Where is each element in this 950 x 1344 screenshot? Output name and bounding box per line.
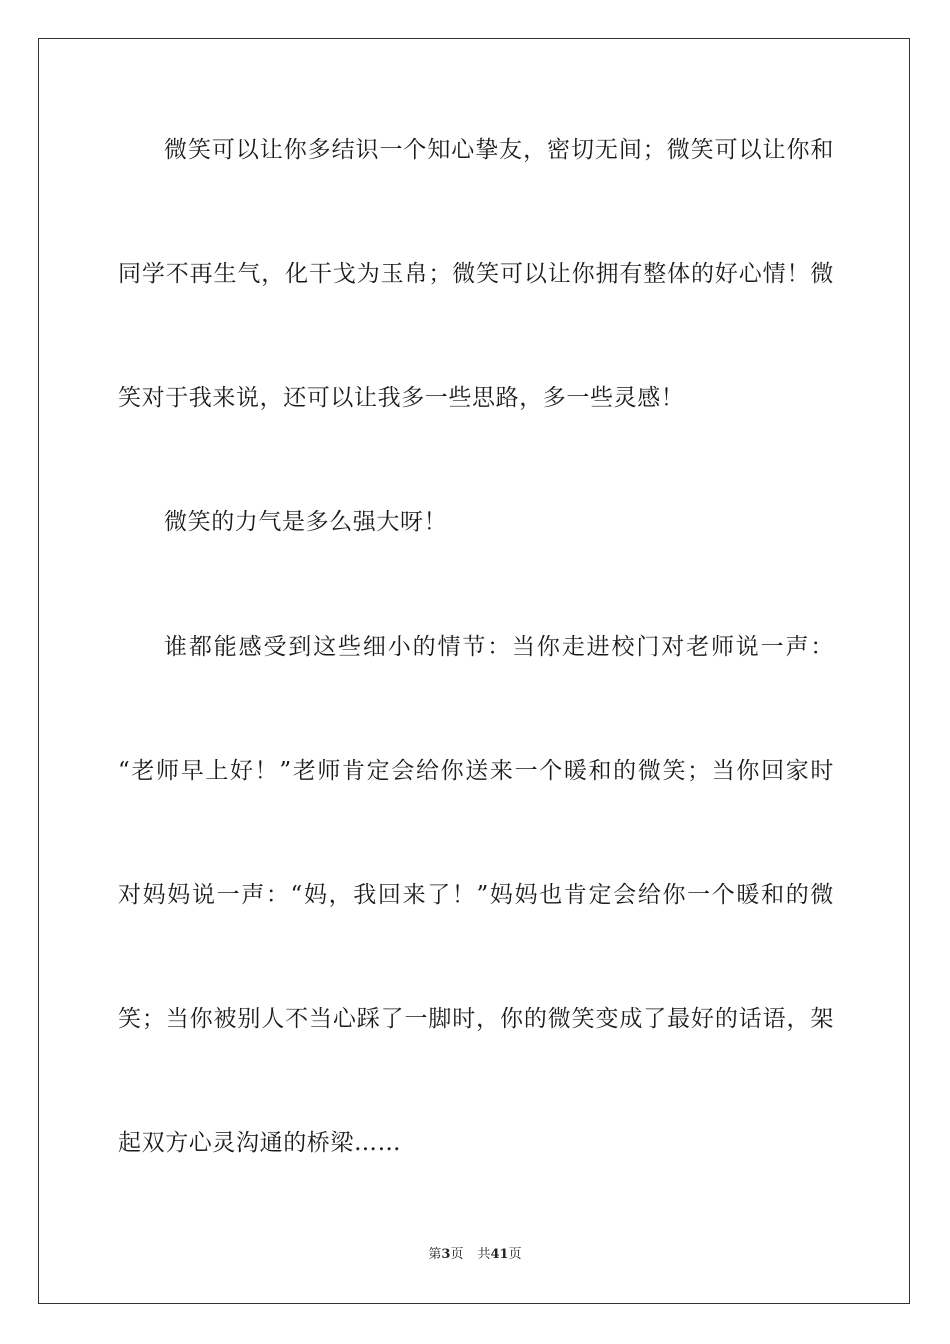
text-line: “老师早上好！”老师肯定会给你送来一个暖和的微笑；当你回家时 xyxy=(118,758,834,784)
page-border xyxy=(38,38,910,1304)
text-line: 笑；当你被别人不当心踩了一脚时，你的微笑变成了最好的话语，架 xyxy=(118,1006,834,1032)
text-line: 笑对于我来说，还可以让我多一些思路，多一些灵感！ xyxy=(118,385,685,411)
text-line: 起双方心灵沟通的桥梁…… xyxy=(118,1130,402,1156)
page-footer xyxy=(0,1246,950,1264)
page-number: 3 xyxy=(441,1247,451,1262)
text-line: 同学不再生气，化干戈为玉帛；微笑可以让你拥有整体的好心情！微 xyxy=(118,261,834,287)
total-suffix: 页 xyxy=(508,1247,522,1262)
page-prefix: 第 xyxy=(428,1247,442,1262)
text-line: 谁都能感受到这些细小的情节：当你走进校门对老师说一声： xyxy=(164,634,834,660)
text-line: 对妈妈说一声：“妈，我回来了！”妈妈也肯定会给你一个暖和的微 xyxy=(118,882,834,908)
total-prefix: 共 xyxy=(477,1247,491,1262)
total-pages: 41 xyxy=(490,1247,509,1262)
text-line: 微笑的力气是多么强大呀！ xyxy=(164,509,448,535)
text-line: 微笑可以让你多结识一个知心挚友，密切无间；微笑可以让你和 xyxy=(164,137,834,163)
page-suffix: 页 xyxy=(450,1247,464,1262)
